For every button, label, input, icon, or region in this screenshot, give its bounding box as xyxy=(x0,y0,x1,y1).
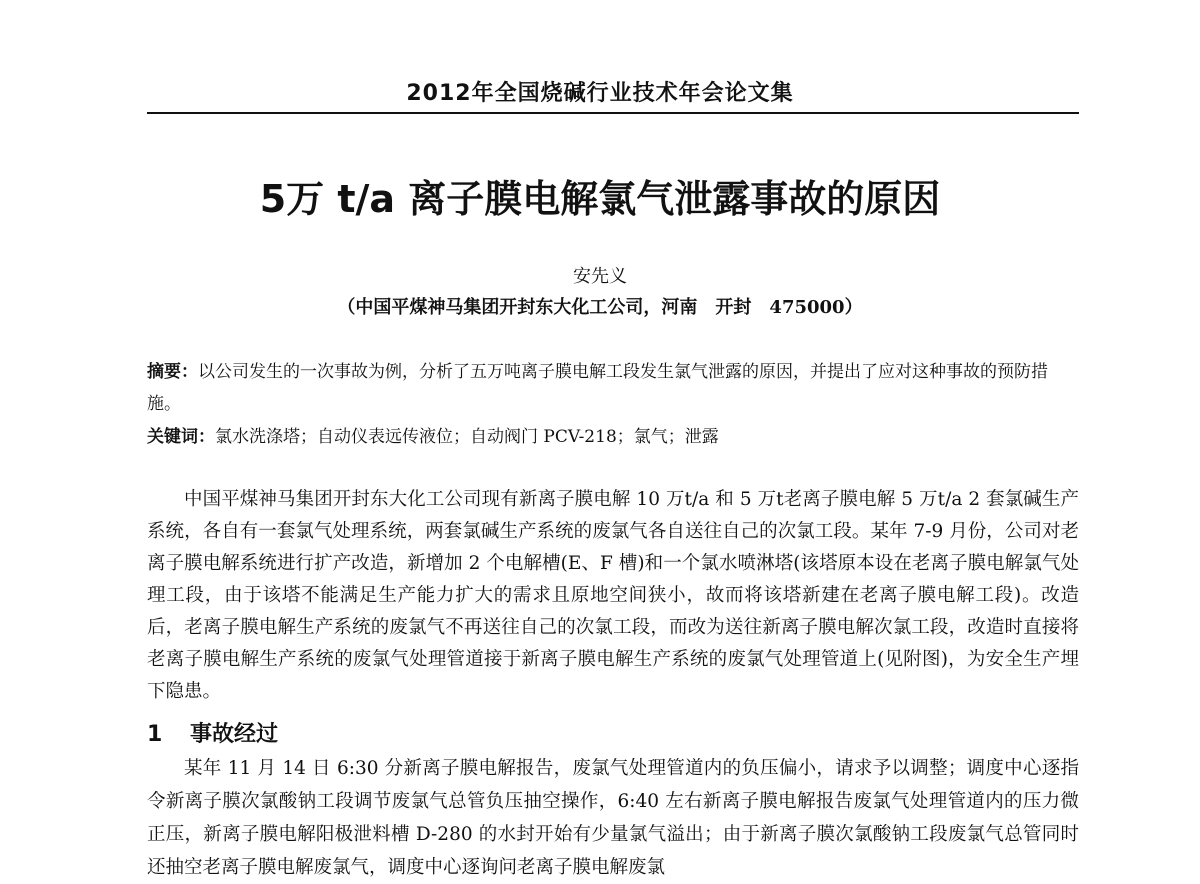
author-name: 安先义 xyxy=(573,266,627,287)
keywords-label: 关键词： xyxy=(147,427,215,447)
section-title: 事故经过 xyxy=(190,722,279,747)
section-heading xyxy=(147,717,278,748)
keywords-text: 氯水洗涤塔；自动仪表远传液位；自动阀门 PCV-218；氯气；泄露 xyxy=(215,427,719,447)
abstract xyxy=(147,356,1079,420)
section-number: 1 xyxy=(147,722,163,747)
intro-paragraph: 中国平煤神马集团开封东大化工公司现有新离子膜电解 10 万t/a 和 5 万t老离子膜电解 5 万t/a 2 套氯碱生产系统，各自有一套氯气处理系统，两套氯碱生产系统的废氯气各自送往自己的次氯工段。某年 7-9 月份，公司对老离子膜电解系统进行扩产改造，新增加 2 个电解槽(E、F 槽)和一个氯水喷淋塔(该塔原本设在老离子膜电解氯气处理工段，由于该塔不能满足生产能力扩大的需求且原地空间狭小，故而将该塔新建在老离子膜电解工段)。改造后，老离子膜电解生产系统的废氯气不再送往自己的次氯工段，而改为送往新离子膜电解次氯工段，改造时直接将老离子膜电解生产系统的废氯气处理管道接于新离子膜电解生产系统的废氯气处理管道上(见附图)，为安全生产埋下隐患。 xyxy=(147,489,1079,702)
abstract-label: 摘要： xyxy=(147,362,198,382)
header-divider xyxy=(147,112,1079,114)
author-affiliation: （中国平煤神马集团开封东大化工公司，河南 开封 475000） xyxy=(337,297,863,318)
abstract-text: 以公司发生的一次事故为例，分析了五万吨离子膜电解工段发生氯气泄露的原因，并提出了应对这种事故的预防措施。 xyxy=(147,362,1048,414)
journal-header: 2012年全国烧碱行业技术年会论文集 xyxy=(406,81,794,106)
paper-title: 5万 t/a 离子膜电解氯气泄露事故的原因 xyxy=(259,177,941,221)
section-paragraph: 某年 11 月 14 日 6:30 分新离子膜电解报告，废氯气处理管道内的负压偏小，请求予以调整；调度中心逐指令新离子膜次氯酸钠工段调节废氯气总管负压抽空操作，6:40 左右新离子膜电解报告废氯气处理管道内的压力微正压，新离子膜电解阳极泄料槽 D-280 的水封开始有少量氯气溢出；由于新离子膜次氯酸钠工段废氯气总管同时还抽空老离子膜电解废氯气，调度中心逐询问老离子膜电解废氯 xyxy=(147,758,1079,878)
keywords xyxy=(147,421,1079,453)
